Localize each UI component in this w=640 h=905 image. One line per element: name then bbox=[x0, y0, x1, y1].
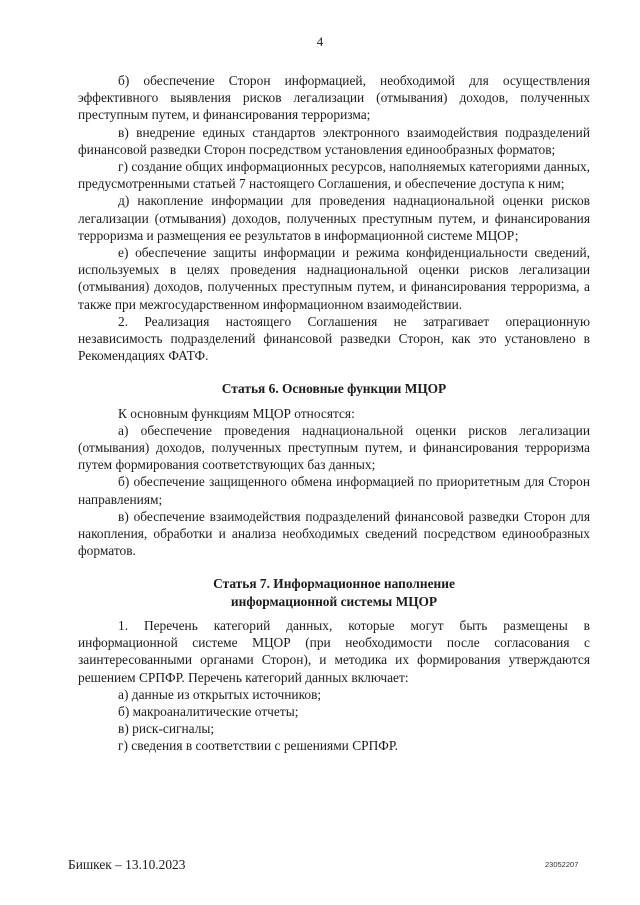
paragraph-b: б) обеспечение Сторон информацией, необходимой для осуществления эффективного выявления рисков легализации (отмывания) доходов, полученных преступным путем, и финансирования терроризма; bbox=[78, 73, 590, 123]
paragraph-2: 2. Реализация настоящего Соглашения не затрагивает операционную независимость подразделений финансовой разведки Сторон, как это установлено в Рекомендациях ФАТФ. bbox=[78, 313, 590, 364]
article-7-item-1: 1. Перечень категорий данных, которые могут быть размещены в информационной системе МЦОР (при необходимости после согласования с заинтересованными органами Сторон), и методика их формирования утверждаются решением СРПФР. Перечень категорий данных включает: bbox=[78, 617, 590, 685]
article-6-item-a: а) обеспечение проведения наднациональной оценки рисков легализации (отмывания) доходов, полученных преступным путем, и финансирования терроризма путем формирования соответствующих баз данных; bbox=[78, 422, 590, 473]
article-6-item-b: б) обеспечение защищенного обмена информацией по приоритетным для Сторон направлениям; bbox=[78, 474, 590, 507]
article-7-item-v: в) риск-сигналы; bbox=[118, 721, 215, 737]
footer-place-date: Бишкек – 13.10.2023 bbox=[68, 857, 186, 872]
article-6-item-v: в) обеспечение взаимодействия подразделений финансовой разведки Сторон для накопления, обработки и анализа необходимых сведений посредством единообразных форматов. bbox=[78, 508, 590, 559]
article-6-intro: К основным функциям МЦОР относятся: bbox=[118, 405, 355, 421]
footer-document-code: 23052207 bbox=[545, 860, 579, 869]
article-7-item-b: б) макроаналитические отчеты; bbox=[118, 703, 299, 719]
article-7-item-a: а) данные из открытых источников; bbox=[118, 686, 322, 702]
article-7-heading-line1: Статья 7. Информационное наполнение bbox=[213, 576, 455, 592]
article-7-heading-line2: информационной системы МЦОР bbox=[230, 593, 438, 609]
page-number: 4 bbox=[316, 34, 324, 49]
document-body bbox=[78, 72, 590, 755]
paragraph-g: г) создание общих информационных ресурсов, наполняемых категориями данных, предусмотренными статьей 7 настоящего Соглашения, и обеспечение доступа к ним; bbox=[78, 159, 590, 192]
paragraph-d: д) накопление информации для проведения наднациональной оценки рисков легализации (отмывания) доходов, полученных преступным путем, и финансирования терроризма и размещения ее результатов в информационной системе МЦОР; bbox=[78, 193, 590, 243]
paragraph-e: е) обеспечение защиты информации и режима конфиденциальности сведений, используемых в целях проведения наднациональной оценки рисков легализации (отмывания) доходов, полученных преступным путем, и финансирования терроризма, а также при межгосударственном информационном взаимодействии. bbox=[78, 245, 590, 312]
article-7-item-g: г) сведения в соответствии с решениями СРПФР. bbox=[118, 738, 398, 754]
paragraph-v: в) внедрение единых стандартов электронного взаимодействия подразделений финансовой разведки Сторон посредством установления единообразных форматов; bbox=[78, 124, 590, 157]
article-6-heading: Статья 6. Основные функции МЦОР bbox=[221, 381, 447, 397]
